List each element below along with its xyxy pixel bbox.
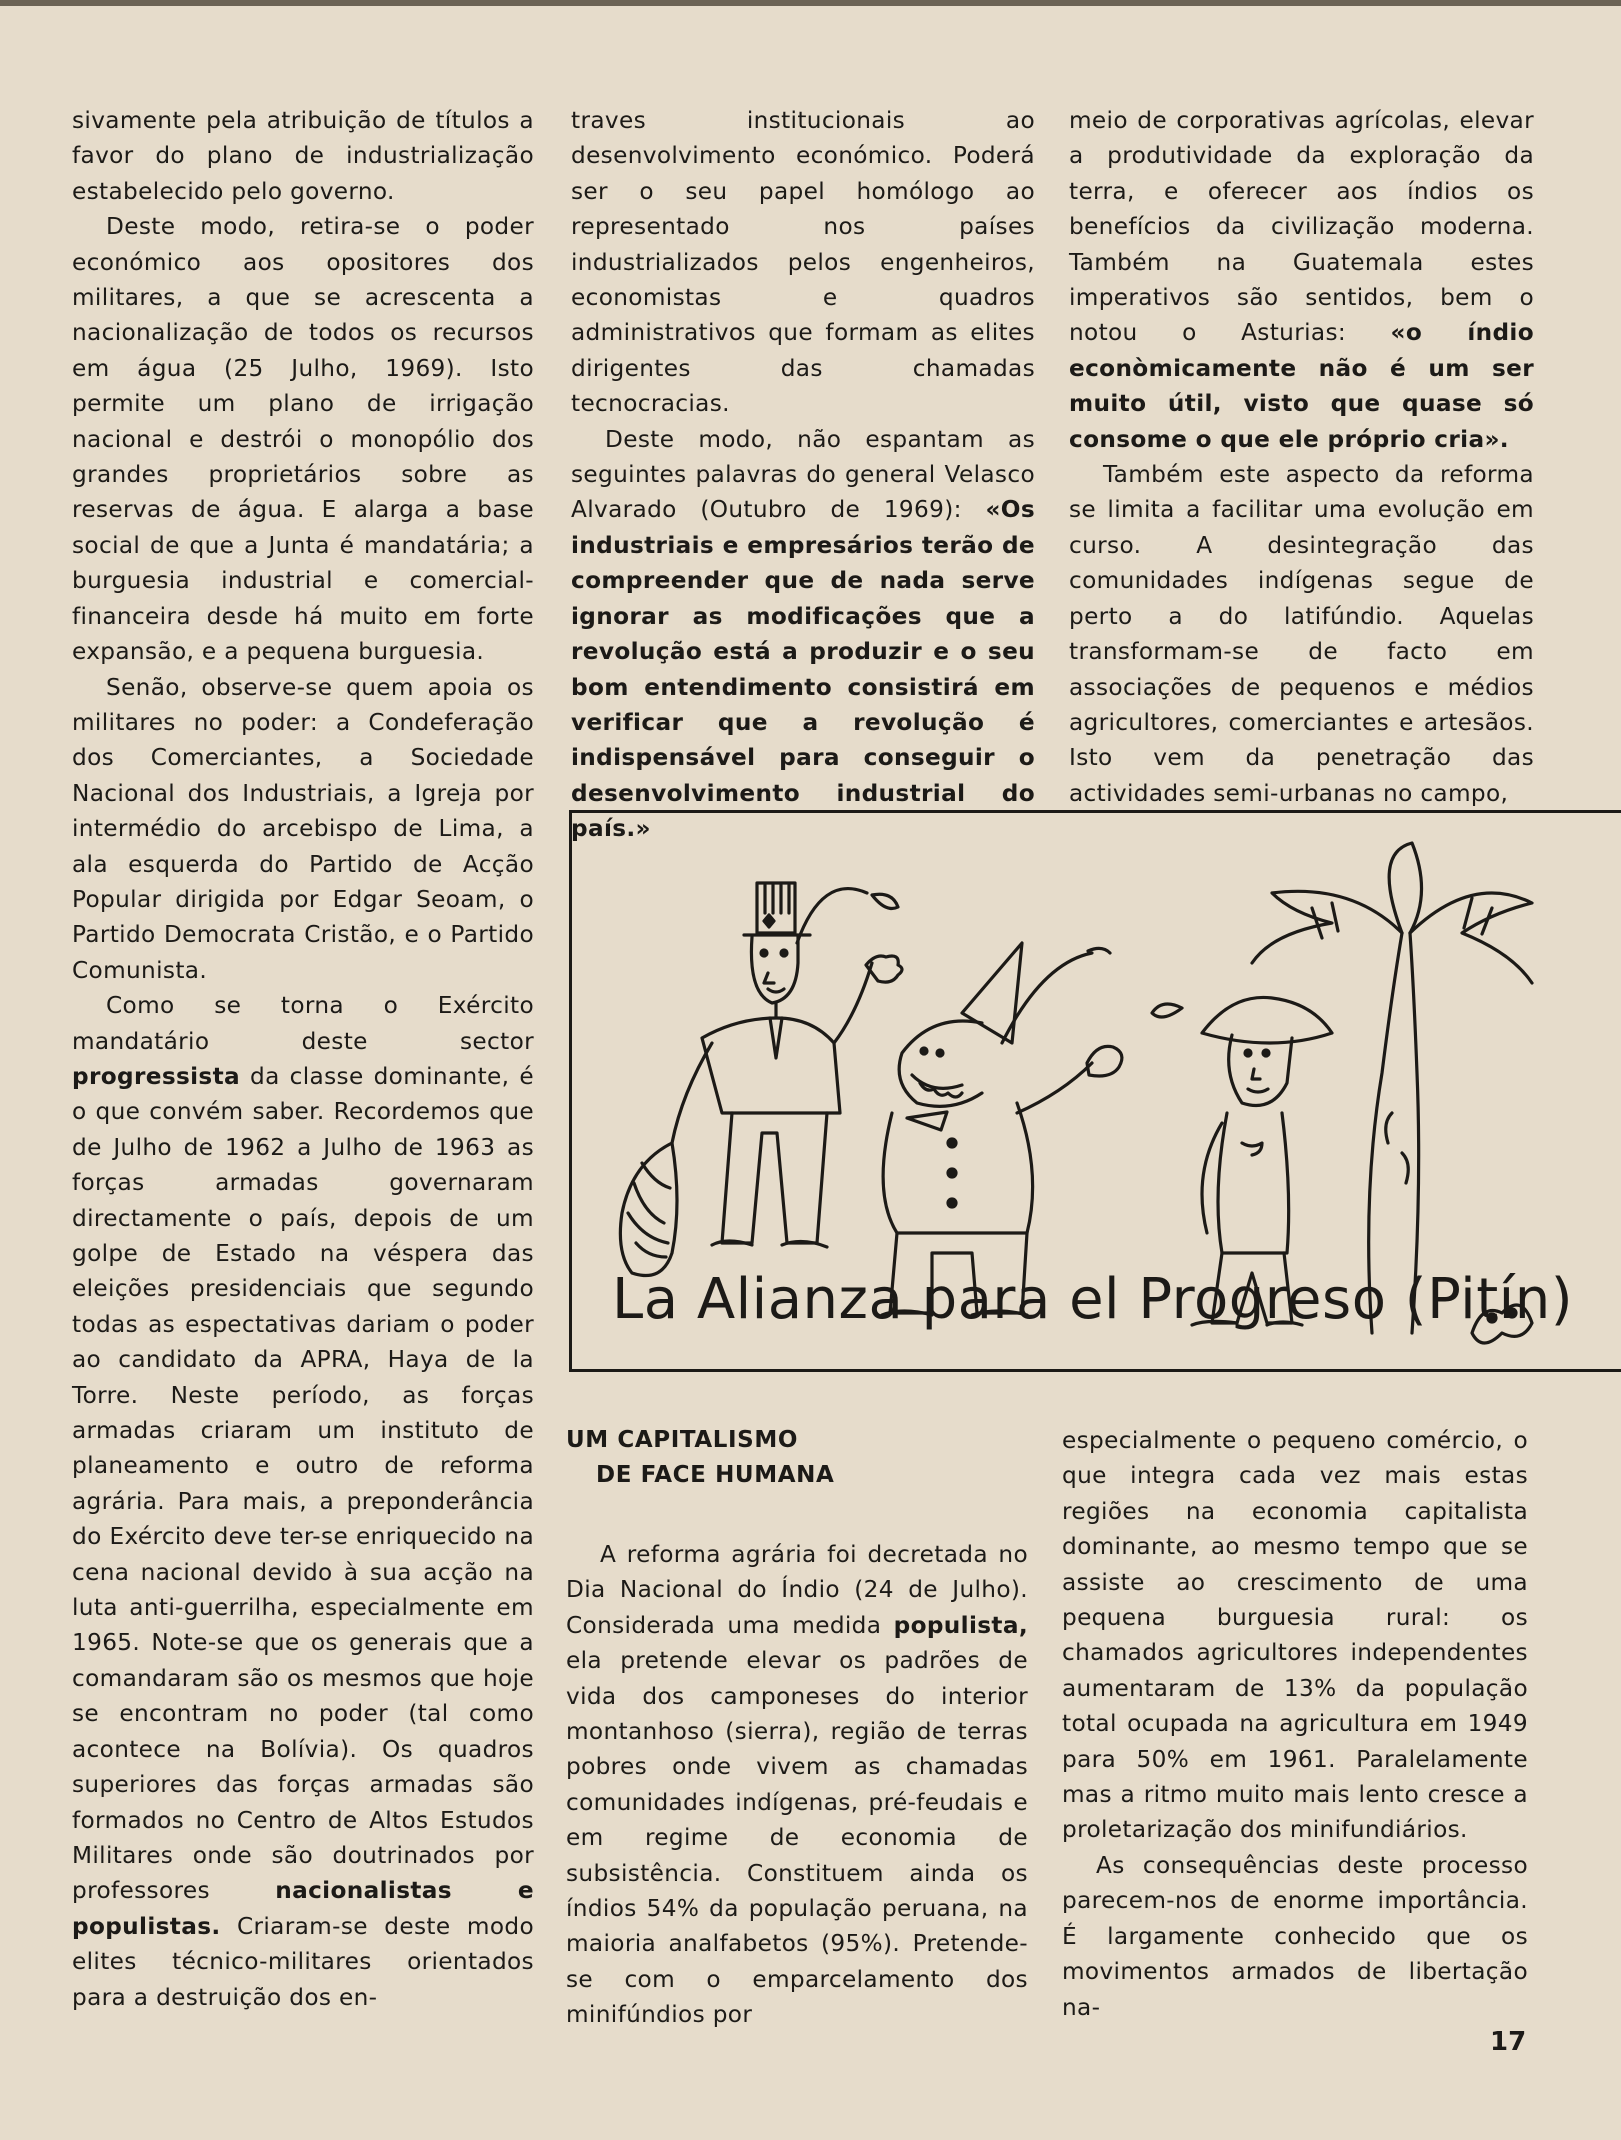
page-number: 17 (1490, 2027, 1527, 2057)
text-column-5 (1062, 1423, 1528, 2025)
paragraph: Como se torna o Exército mandatário deste sector progressista da classe dominante, é o que convém saber. Recordemos que de Julho de 1962 a Julho de 1963 as forças armadas governaram directamente o país, depois de um golpe de Estado na véspera das eleições presidenciais que segundo todas as espectativas dariam o poder ao candidato da APRA, Haya de la Torre. Neste período, as forças armadas criaram um instituto de planeamento e outro de reforma agrária. Para mais, a preponderância do Exército deve ter-se enriquecido na cena nacional devido à sua acção na luta anti-guerrilha, especialmente em 1965. Note-se que os generais que a comandaram são os mesmos que hoje se encontram no poder (tal como acontece na Bolívia). Os quadros superiores das forças armadas são formados no Centro de Altos Estudos Militares onde são doutrinados por professores nacionalistas e populistas. Criaram-se deste modo elites técnico-militares orientados para a destruição dos en- (72, 992, 534, 2011)
bold-term: nacionalistas e populistas. (72, 1877, 534, 1940)
paragraph: Deste modo, não espantam as seguintes palavras do general Velasco Alvarado (Outubro de 1969): «Os industriais e empresários terão de compreender que de nada serve ignorar as modificações que a revolução está a produzir e o seu bom entendimento consistirá em verificar que a revolução é indispensável para conseguir o desenvolvimento industrial do país.» (571, 425, 1035, 843)
uncle-sam-figure (620, 883, 902, 1276)
bold-term: progressista (72, 1062, 241, 1090)
page-top-edge (0, 0, 1621, 6)
paragraph: As consequências deste processo parecem-nos de enorme importância. É largamente conhecido que os movimentos armados de libertação na- (1062, 1851, 1528, 2021)
banana-peel-arc (797, 889, 898, 943)
paragraph: sivamente pela atribuição de títulos a favor do plano de industrialização estabelecido pelo governo. (72, 107, 534, 205)
text-column-3 (1069, 103, 1534, 811)
text-column-1 (72, 103, 534, 2015)
quotation: «Os industriais e empresários terão de compreender que de nada serve ignorar as modificações que a revolução está a produzir e o seu bom entendimento consistirá em verificar que a revolução é indispensável para conseguir o desenvolvimento industrial do país.» (571, 496, 1035, 843)
paragraph: Senão, observe-se quem apoia os militares no poder: a Condeferação dos Comerciantes, a Sociedade Nacional dos Industriais, a Igreja por intermédio do arcebispo de Lima, a ala esquerda do Partido de Acção Popular dirigida por Edgar Seoam, o Partido Democrata Cristão, e o Partido Comunista. (72, 673, 534, 984)
bold-term: populista, (893, 1611, 1028, 1639)
general-figure (882, 943, 1122, 1315)
paragraph: traves institucionais ao desenvolvimento económico. Poderá ser o seu papel homólogo ao representado nos países industrializados pelos engenheiros, economistas e quadros administrativos que formam as elites dirigentes das chamadas tecnocracias. (571, 107, 1035, 418)
paragraph: Também este aspecto da reforma se limita a facilitar uma evolução em curso. A desintegração das comunidades indígenas segue de perto a do latifúndio. Aquelas transformam-se de facto em associações de pequenos e médios agricultores, comerciantes e artesãos. Isto vem da penetração das actividades semi-urbanas no campo, (1069, 461, 1534, 807)
text-column-4 (566, 1423, 1028, 2033)
paragraph: A reforma agrária foi decretada no Dia Nacional do Índio (24 de Julho). Considerada uma medida populista, ela pretende elevar os padrões de vida dos camponeses do interior montanhoso (sierra), região de terras pobres onde vivem as chamadas comunidades indígenas, pré-feudais e em regime de economia de subsistência. Constituem ainda os índios 54% da população peruana, na maioria analfabetos (95%). Pretende-se com o emparcelamento dos minifúndios por (566, 1541, 1028, 2029)
quotation: «o índio econòmicamente não é um ser muito útil, visto que quase só consome o que ele próprio cria». (1069, 319, 1534, 453)
cartoon-caption: La Alianza para el Progreso (Pitín) (612, 1267, 1574, 1332)
paragraph: meio de corporativas agrícolas, elevar a produtividade da exploração da terra, e oferecer aos índios os benefícios da civilização moderna. Também na Guatemala estes imperativos são sentidos, bem o notou o Asturias: «o índio econòmicamente não é um ser muito útil, visto que quase só consome o que ele próprio cria». (1069, 107, 1534, 453)
paragraph: Deste modo, retira-se o poder económico aos opositores dos militares, a que se acrescenta a nacionalização de todos os recursos em água (25 Julho, 1969). Isto permite um plano de irrigação nacional e destrói o monopólio dos grandes proprietários sobre as reservas de água. E alarga a base social de que a Junta é mandatária; a burguesia industrial e comercial-financeira desde há muito em forte expansão, e a pequena burguesia. (72, 213, 534, 666)
text-column-2 (571, 103, 1035, 847)
cartoon-panel (569, 810, 1621, 1372)
paragraph: especialmente o pequeno comércio, o que integra cada vez mais estas regiões na economia capitalista dominante, ao mesmo tempo que se assiste ao crescimento de uma pequena burguesia rural: os chamados agricultores independentes aumentaram de 13% da população total ocupada na agricultura em 1949 para 50% em 1961. Paralelamente mas a ritmo muito mais lento cresce a proletarização dos minifundiários. (1062, 1427, 1528, 1844)
section-heading: UM CAPITALISMO DE FACE HUMANA (566, 1427, 835, 1488)
